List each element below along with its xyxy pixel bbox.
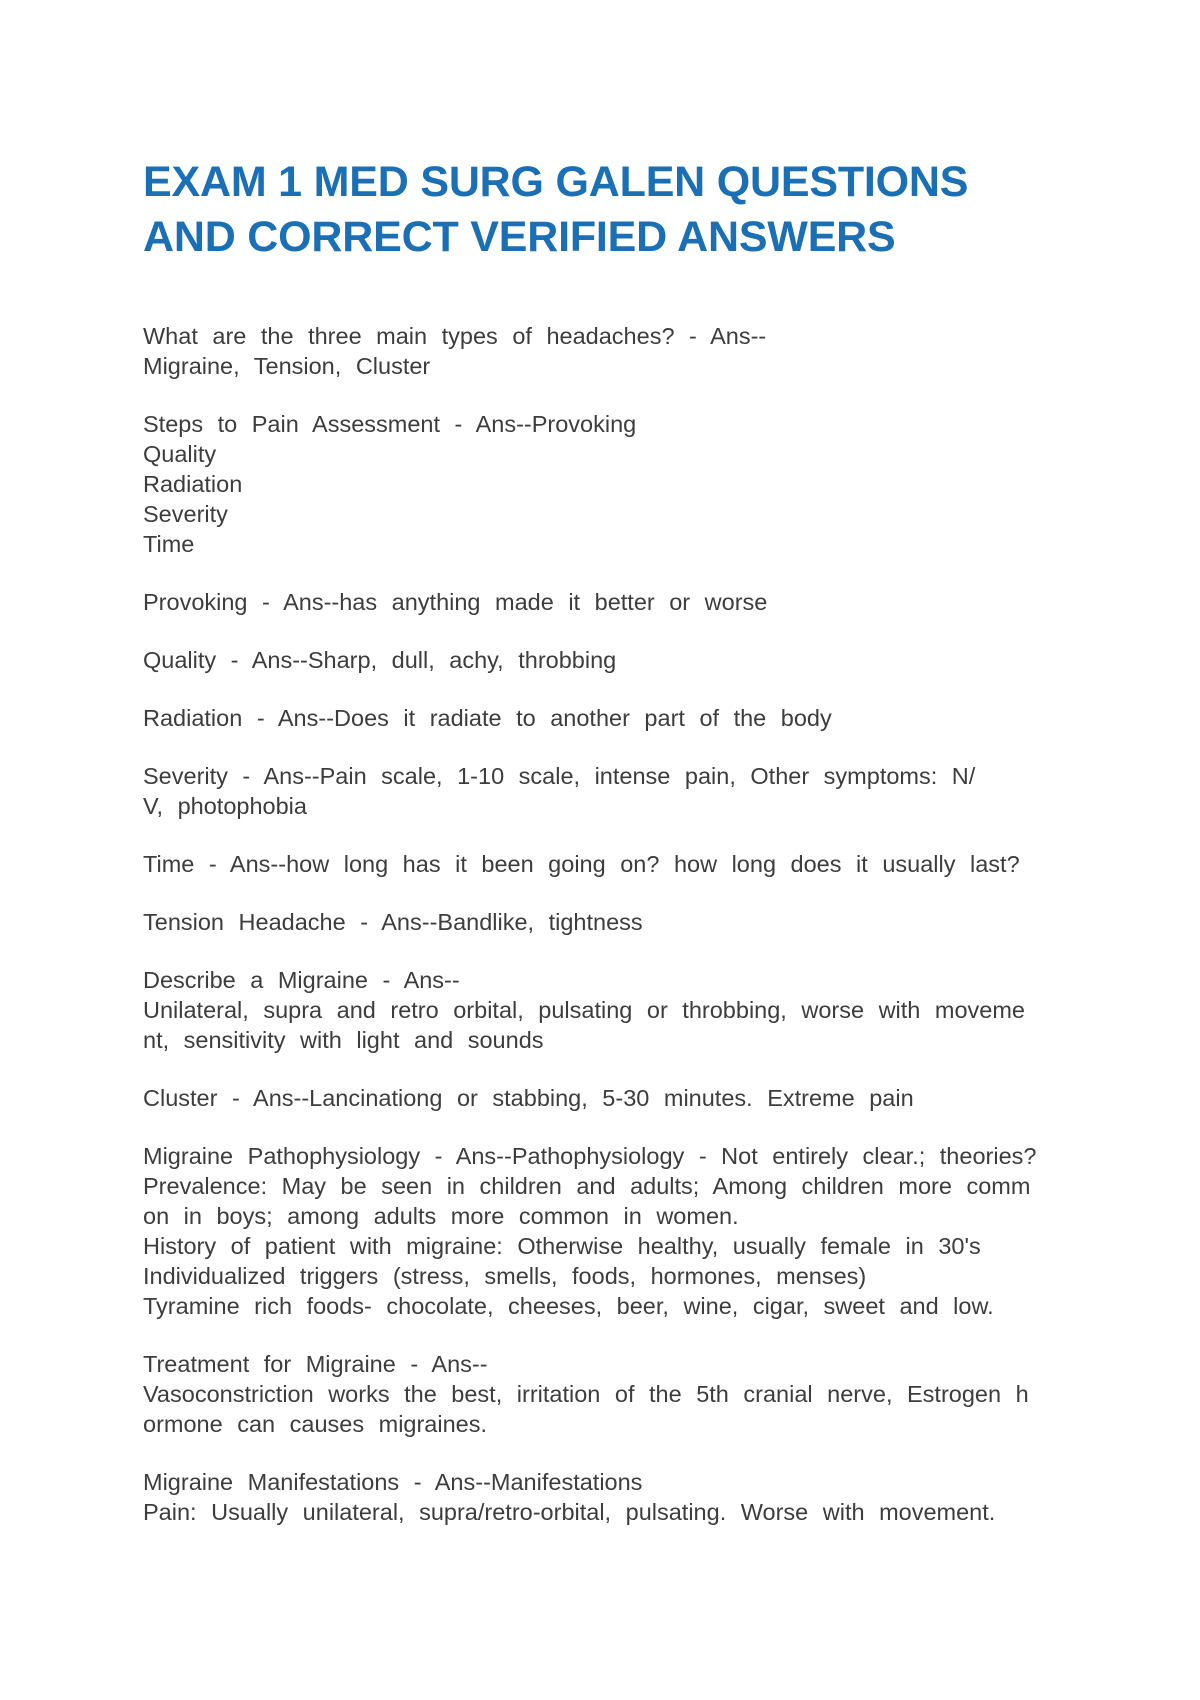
title-line: EXAM 1 MED SURG GALEN QUESTIONS [143,158,969,206]
qa-answer-line: Severity [143,501,228,527]
qa-answer-line: Vasoconstriction works the best, irritation of the 5th cranial nerve, Estrogen h [143,1381,1029,1407]
qa-question-line: Steps to Pain Assessment - Ans--Provoking [143,411,637,437]
qa-item [143,907,1073,937]
qa-answer-line: Quality [143,441,217,467]
qa-answer-line: Radiation [143,471,243,497]
qa-item [143,321,1073,381]
qa-item [143,1467,1073,1527]
qa-question-line: Time - Ans--how long has it been going on? how long does it usually last? [143,851,1020,877]
qa-answer-line: Pain: Usually unilateral, supra/retro-orbital, pulsating. Worse with movement. [143,1499,996,1525]
qa-question-line: Migraine Manifestations - Ans--Manifestations [143,1469,643,1495]
qa-answer-line: History of patient with migraine: Otherwise healthy, usually female in 30's [143,1233,981,1259]
qa-answer-line: Prevalence: May be seen in children and adults; Among children more comm [143,1173,1031,1199]
qa-item [143,703,1073,733]
qa-question-line: Provoking - Ans--has anything made it better or worse [143,589,768,615]
qa-question-line: Tension Headache - Ans--Bandlike, tightness [143,909,643,935]
document-title [143,155,1043,265]
qa-answer-line: V, photophobia [143,793,307,819]
qa-question-line: Cluster - Ans--Lancinationg or stabbing, 5-30 minutes. Extreme pain [143,1085,914,1111]
qa-item [143,849,1073,879]
qa-answer-line: ormone can causes migraines. [143,1411,488,1437]
qa-answer-line: nt, sensitivity with light and sounds [143,1027,544,1053]
title-line: AND CORRECT VERIFIED ANSWERS [143,213,896,261]
qa-answer-line: Migraine, Tension, Cluster [143,353,431,379]
qa-question-line: Describe a Migraine - Ans-- [143,967,460,993]
qa-question-line: What are the three main types of headaches? - Ans-- [143,323,767,349]
qa-item [143,965,1073,1055]
qa-item [143,645,1073,675]
qa-list [143,321,1073,1555]
qa-item [143,1349,1073,1439]
qa-question-line: Migraine Pathophysiology - Ans--Pathophysiology - Not entirely clear.; theories? [143,1143,1037,1169]
qa-answer-line: Time [143,531,195,557]
qa-question-line: Treatment for Migraine - Ans-- [143,1351,488,1377]
qa-question-line: Quality - Ans--Sharp, dull, achy, throbbing [143,647,617,673]
qa-item [143,587,1073,617]
qa-item [143,1141,1073,1321]
qa-answer-line: Tyramine rich foods- chocolate, cheeses, beer, wine, cigar, sweet and low. [143,1293,994,1319]
qa-answer-line: Individualized triggers (stress, smells, foods, hormones, menses) [143,1263,867,1289]
qa-item [143,761,1073,821]
qa-item [143,1083,1073,1113]
qa-question-line: Severity - Ans--Pain scale, 1-10 scale, intense pain, Other symptoms: N/ [143,763,976,789]
qa-question-line: Radiation - Ans--Does it radiate to another part of the body [143,705,832,731]
qa-item [143,409,1073,559]
qa-answer-line: Unilateral, supra and retro orbital, pulsating or throbbing, worse with moveme [143,997,1026,1023]
qa-answer-line: on in boys; among adults more common in women. [143,1203,739,1229]
